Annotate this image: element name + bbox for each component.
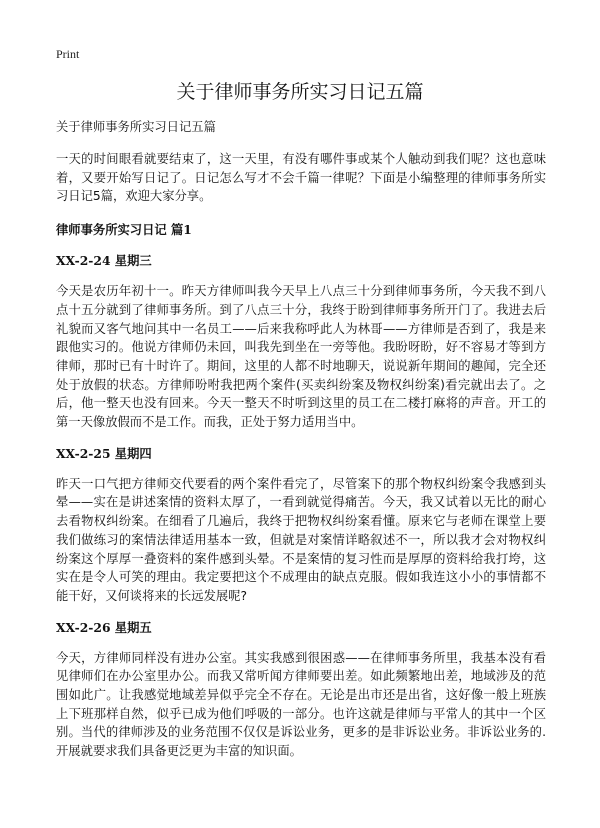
entry-text: 今天，方律师同样没有进办公室。其实我感到很困惑——在律师事务所里，我基本没有看见律师们在办公室里办公。而我又常听闻方律师要出差。如此频繁地出差，地域涉及的范围如此广。让我感觉地域差异似乎完全不存在。无论是出市还是出省，这好像一般上班族上下班那样自然，似乎已成为他们呼吸的一部分。也许这就是律师与平常人的其中一个区别。当代的律师涉及的业务范围不仅仅是诉讼业务，更多的是非诉讼业务。非诉讼业务的.开展就要求我们具备更泛更为丰富的知识面。 — [56, 650, 546, 759]
entry-date: XX-2-25 星期四 — [56, 445, 152, 461]
diary-entry — [56, 445, 546, 606]
article-body — [56, 118, 546, 774]
article-subtitle: 关于律师事务所实习日记五篇 — [56, 120, 216, 134]
section-heading: 律师事务所实习日记 篇1 — [56, 222, 192, 238]
entry-date: XX-2-24 星期三 — [56, 253, 152, 269]
entry-text: 昨天一口气把方律师交代要看的两个案件看完了，尽管案下的那个物权纠纷案令我感到头晕——实在是讲述案情的资料太厚了，一看到就觉得痛苦。今天，我又试着以无比的耐心去看物权纠纷案。在细看了几遍后，我终于把物权纠纷案看懂。原来它与老师在课堂上要我们做练习的案情法律适用基本一致，但就是对案情详略叙述不一，所以我才会对物权纠纷案这个厚厚一叠资料的案件感到头晕。不是案情的复习性而是厚厚的资料给我打垮，这实在是令人可笑的理由。我定要把这个不成理由的缺点克服。假如我连这小小的事情都不能干好，又何谈将来的长远发展呢? — [56, 476, 546, 603]
print-link[interactable]: Print — [56, 47, 80, 61]
entry-text: 今天是农历年初十一。昨天方律师叫我今天早上八点三十分到律师事务所，今天我不到八点十五分就到了律师事务所。到了八点三十分，我终于盼到律师事务所开门了。我进去后礼貌而又客气地问其中一名员工——后来我称呼此人为林哥——方律师是否到了，我是来跟他实习的。他说方律师仍未回，叫我先到坐在一旁等他。我盼呀盼，好不容易才等到方律师，那时已有十时许了。期间，这里的人都不时地聊天，说说新年期间的趣闻，完全还处于放假的状态。方律师吩咐我把两个案件(买卖纠纷案及物权纠纷案)看完就出去了。之后，他一整天也没有回来。今天一整天不时听到这里的员工在二楼打麻将的声音。开工的第一天像放假而不是工作。而我，正处于努力适用当中。 — [56, 284, 546, 430]
diary-entry — [56, 252, 546, 432]
diary-entry — [56, 619, 546, 761]
intro-paragraph: 一天的时间眼看就要结束了，这一天里，有没有哪件事或某个人触动到我们呢？这也意味着，又要开始写日记了。日记怎么写才不会千篇一律呢？下面是小编整理的律师事务所实习日记5篇，欢迎大家分享。 — [56, 152, 546, 204]
entry-date: XX-2-26 星期五 — [56, 619, 152, 635]
page-title: 关于律师事务所实习日记五篇 — [176, 81, 424, 103]
